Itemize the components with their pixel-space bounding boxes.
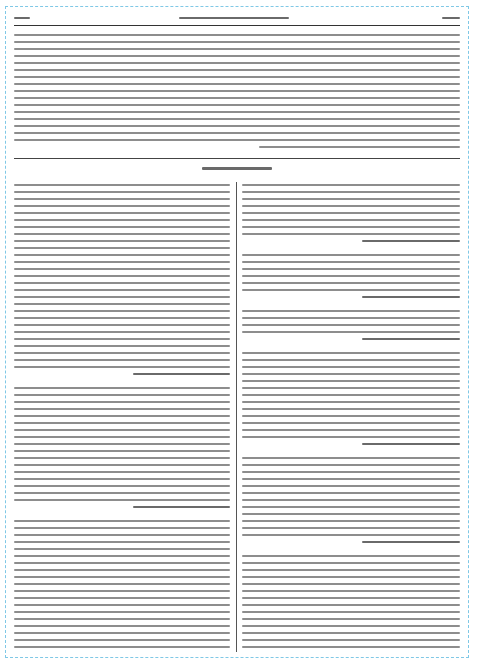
text-line	[14, 331, 230, 333]
text-line	[242, 233, 460, 235]
text-line	[242, 597, 460, 599]
text-line	[14, 324, 230, 326]
text-line	[14, 618, 230, 620]
text-line	[242, 478, 460, 480]
text-line	[14, 520, 230, 522]
text-line	[14, 352, 230, 354]
text-line	[242, 408, 460, 410]
text-line	[242, 632, 460, 634]
text-line	[14, 485, 230, 487]
text-line	[14, 139, 460, 141]
running-header	[14, 12, 460, 26]
text-line	[14, 415, 230, 417]
text-line	[242, 534, 460, 536]
text-line	[242, 191, 460, 193]
text-line	[242, 639, 460, 641]
text-line	[242, 324, 460, 326]
text-line	[242, 576, 460, 578]
text-line	[14, 436, 230, 438]
text-line	[14, 41, 460, 43]
text-line	[242, 275, 460, 277]
text-line	[14, 338, 230, 340]
text-line	[242, 625, 460, 627]
text-line	[362, 296, 460, 298]
text-line	[14, 303, 230, 305]
text-line	[14, 289, 230, 291]
text-line	[14, 548, 230, 550]
text-line	[14, 212, 230, 214]
text-line	[133, 373, 230, 375]
text-line	[14, 111, 460, 113]
text-line	[14, 69, 460, 71]
text-line	[242, 226, 460, 228]
text-line	[14, 471, 230, 473]
text-line	[14, 387, 230, 389]
text-line	[242, 352, 460, 354]
text-line	[242, 569, 460, 571]
text-line	[14, 408, 230, 410]
text-line	[14, 62, 460, 64]
text-line	[14, 366, 230, 368]
text-line	[242, 604, 460, 606]
text-line	[14, 48, 460, 50]
text-line	[242, 436, 460, 438]
text-line	[14, 205, 230, 207]
text-line	[242, 219, 460, 221]
text-line	[14, 492, 230, 494]
text-line	[14, 184, 230, 186]
text-line	[14, 345, 230, 347]
text-line	[14, 104, 460, 106]
text-line	[14, 604, 230, 606]
text-line	[242, 289, 460, 291]
text-line	[14, 296, 230, 298]
text-line	[242, 254, 460, 256]
document-page	[14, 12, 460, 652]
text-line	[14, 450, 230, 452]
header-line	[442, 17, 460, 19]
text-line	[14, 625, 230, 627]
text-line	[14, 268, 230, 270]
text-line	[14, 639, 230, 641]
text-line	[14, 282, 230, 284]
text-line	[242, 415, 460, 417]
text-line	[14, 317, 230, 319]
text-line	[14, 233, 230, 235]
text-line	[14, 541, 230, 543]
text-line	[14, 534, 230, 536]
text-line	[242, 366, 460, 368]
text-line	[242, 380, 460, 382]
text-line	[242, 590, 460, 592]
text-line	[242, 331, 460, 333]
text-line	[14, 401, 230, 403]
text-line	[259, 146, 460, 148]
text-line	[242, 422, 460, 424]
text-line	[242, 429, 460, 431]
text-line	[14, 590, 230, 592]
text-line	[14, 597, 230, 599]
text-line	[14, 555, 230, 557]
text-line	[14, 632, 230, 634]
text-line	[14, 132, 460, 134]
text-line	[242, 282, 460, 284]
text-line	[242, 520, 460, 522]
text-line	[14, 97, 460, 99]
text-line	[14, 429, 230, 431]
text-line	[242, 485, 460, 487]
text-line	[14, 261, 230, 263]
text-line	[242, 646, 460, 648]
header-line	[14, 17, 30, 19]
text-line	[242, 492, 460, 494]
text-line	[242, 317, 460, 319]
text-line	[14, 527, 230, 529]
text-line	[242, 212, 460, 214]
text-line	[242, 618, 460, 620]
text-line	[14, 247, 230, 249]
text-line	[242, 457, 460, 459]
text-line	[242, 611, 460, 613]
text-line	[14, 226, 230, 228]
top-commentary	[14, 32, 460, 152]
text-line	[14, 198, 230, 200]
text-line	[242, 387, 460, 389]
text-line	[242, 184, 460, 186]
text-line	[242, 499, 460, 501]
right-column	[242, 182, 460, 652]
text-line	[362, 443, 460, 445]
left-column	[14, 182, 230, 652]
text-line	[242, 583, 460, 585]
text-line	[242, 464, 460, 466]
text-line	[14, 310, 230, 312]
text-line	[14, 125, 460, 127]
text-line	[14, 90, 460, 92]
text-line	[242, 359, 460, 361]
text-line	[14, 562, 230, 564]
text-line	[14, 55, 460, 57]
text-line	[242, 471, 460, 473]
text-line	[14, 275, 230, 277]
text-line	[242, 198, 460, 200]
column-divider	[236, 182, 237, 652]
section-heading	[202, 167, 272, 170]
text-line	[242, 555, 460, 557]
text-line	[14, 457, 230, 459]
text-line	[14, 254, 230, 256]
text-line	[14, 646, 230, 648]
text-line	[14, 34, 460, 36]
text-line	[14, 394, 230, 396]
text-line	[14, 359, 230, 361]
header-line	[179, 17, 289, 19]
text-line	[14, 499, 230, 501]
text-line	[242, 506, 460, 508]
text-line	[14, 478, 230, 480]
text-line	[14, 576, 230, 578]
text-line	[362, 541, 460, 543]
text-line	[14, 443, 230, 445]
text-line	[242, 205, 460, 207]
text-line	[242, 373, 460, 375]
text-line	[362, 338, 460, 340]
text-line	[14, 83, 460, 85]
section-divider	[14, 158, 460, 159]
text-line	[242, 562, 460, 564]
text-line	[14, 240, 230, 242]
text-line	[242, 268, 460, 270]
text-line	[242, 261, 460, 263]
text-line	[242, 401, 460, 403]
text-line	[14, 464, 230, 466]
text-line	[242, 394, 460, 396]
text-line	[14, 76, 460, 78]
text-line	[14, 118, 460, 120]
text-line	[362, 240, 460, 242]
text-line	[14, 583, 230, 585]
text-line	[242, 513, 460, 515]
text-line	[14, 219, 230, 221]
text-line	[14, 191, 230, 193]
text-line	[133, 506, 230, 508]
text-line	[14, 422, 230, 424]
text-line	[242, 310, 460, 312]
text-line	[242, 527, 460, 529]
text-line	[14, 569, 230, 571]
text-line	[14, 611, 230, 613]
